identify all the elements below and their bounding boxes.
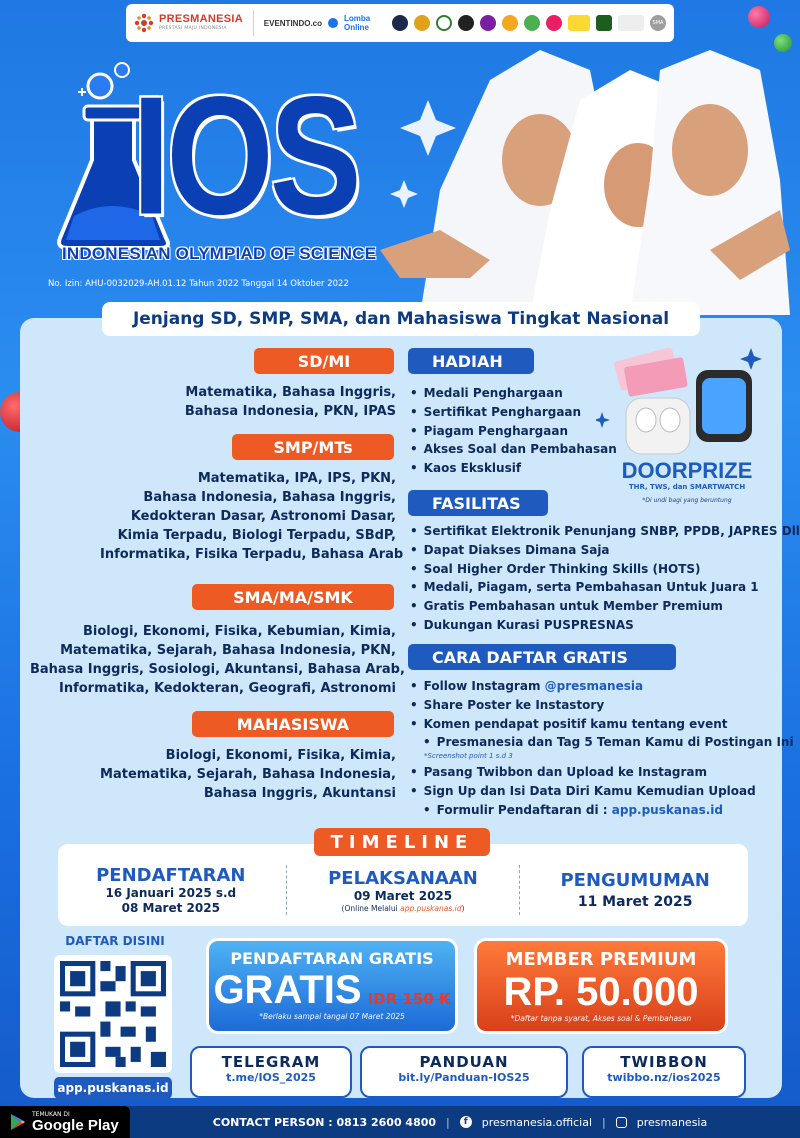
google-play-small: TEMUKAN DI: [32, 1111, 70, 1118]
students-photo: [380, 50, 790, 315]
doorprize-note: *Di undi bagi yang beruntung: [642, 497, 732, 504]
doorprize-graphic: [596, 348, 766, 458]
facility-item: • Soal Higher Order Thinking Skills (HOTS): [410, 560, 780, 579]
partner-logo-icon: [480, 15, 496, 31]
contact-person: CONTACT PERSON : 0813 2600 4800: [212, 1115, 437, 1129]
subject-line: Bahasa Inggris, Sosiologi, Akuntansi, Bahasa Arab,: [30, 662, 405, 677]
guide-link-box[interactable]: [360, 1046, 568, 1098]
google-play-badge[interactable]: [0, 1106, 130, 1138]
timeline-registration-line2: 08 Maret 2025: [121, 900, 220, 915]
subjects-mahasiswa: [80, 746, 396, 803]
step-follow-instagram: [410, 677, 780, 696]
ios-logo-title: IOS: [132, 62, 358, 251]
step-sign-up: • Sign Up dan Isi Data Diri Kamu Kemudian Upload: [410, 782, 780, 801]
facility-item: • Dukungan Kurasi PUSPRESNAS: [410, 616, 780, 635]
instagram-icon: [616, 1117, 627, 1128]
timeline-execution: [293, 868, 513, 913]
category-tag-mahasiswa: MAHASISWA: [192, 711, 394, 737]
lomba-online-icon: [328, 18, 338, 28]
footer-divider: |: [446, 1115, 450, 1129]
qr-code-icon: [60, 961, 166, 1067]
subject-line: Bahasa Inggris, Akuntansi: [203, 786, 396, 801]
prizes-list: [410, 384, 617, 478]
timeline-registration-title: PENDAFTARAN: [96, 864, 246, 886]
twibbon-title: TWIBBON: [620, 1053, 708, 1071]
step-text: Formulir Pendaftaran di :: [436, 802, 608, 817]
free-card-heading: PENDAFTARAN GRATIS: [230, 949, 434, 968]
presmanesia-mark-icon: [134, 13, 154, 33]
screenshot-note: *Screenshot point 1 s.d 3: [424, 752, 513, 760]
register-url-button[interactable]: app.puskanas.id: [54, 1077, 172, 1099]
premium-card-note: *Daftar tanpa syarat, Akses soal & Pembahasan: [510, 1014, 692, 1023]
subject-line: Matematika, IPA, IPS, PKN,: [197, 471, 396, 486]
telegram-title: TELEGRAM: [221, 1053, 321, 1071]
level-banner: Jenjang SD, SMP, SMA, dan Mahasiswa Tingkat Nasional: [102, 302, 700, 336]
instagram-handle-link[interactable]: @presmanesia: [544, 679, 644, 693]
partner-lomba-online: Lomba Online: [344, 14, 371, 32]
guide-title: PANDUAN: [419, 1053, 509, 1071]
google-play-big: Google Play: [32, 1117, 119, 1134]
timeline-separator: [519, 865, 520, 915]
step-text: Presmanesia dan Tag 5 Teman Kamu di Postingan Ini: [436, 735, 794, 750]
subject-line: Kedokteran Dasar, Astronomi Dasar,: [130, 509, 396, 524]
subject-line: Bahasa Indonesia, Bahasa Inggris,: [143, 490, 396, 505]
twibbon-url[interactable]: twibbo.nz/ios2025: [607, 1071, 721, 1084]
free-card-strike-price: IDR 150 K: [367, 989, 451, 1008]
facility-item: • Medali, Piagam, serta Pembahasan Untuk Juara 1: [410, 578, 780, 597]
subject-line: Informatika, Kedokteran, Geografi, Astronomi: [59, 681, 396, 696]
timeline-announcement-line1: 11 Maret 2025: [577, 894, 693, 910]
timeline-execution-title: PELAKSANAAN: [328, 867, 478, 889]
facilities-heading: FASILITAS: [408, 490, 548, 516]
brand-tagline: PRESTASI MAJU INDONESIA: [159, 26, 227, 32]
telegram-link-box[interactable]: [190, 1046, 352, 1098]
ios-logo-subtitle: INDONESIAN OLYMPIAD OF SCIENCE: [62, 244, 377, 263]
timeline-execution-line1: 09 Maret 2025: [353, 888, 453, 903]
prizes-heading: HADIAH: [408, 348, 534, 374]
premium-card-heading: MEMBER PREMIUM: [505, 949, 697, 970]
category-tag-sd: SD/MI: [254, 348, 394, 374]
subject-line: Matematika, Sejarah, Bahasa Indonesia, PKN,: [60, 643, 396, 658]
step-share-poster: • Share Poster ke Instastory: [410, 696, 780, 715]
partner-logo-icon: [414, 15, 430, 31]
premium-card-price: RP. 50.000: [503, 970, 699, 1014]
qr-code[interactable]: [54, 955, 172, 1073]
free-card-note: *Berlaku sampai tangal 07 Maret 2025: [259, 1012, 405, 1021]
google-play-icon: [10, 1113, 26, 1131]
partner-logo-icon: [458, 15, 474, 31]
note-prefix: (Online Melalui: [341, 903, 398, 913]
partner-eventindo: EVENTINDO.co: [263, 18, 322, 28]
subjects-sd: [120, 383, 396, 421]
timeline-execution-note: [293, 904, 513, 913]
telegram-url[interactable]: t.me/IOS_2025: [226, 1071, 316, 1084]
note-link[interactable]: app.puskanas.id: [400, 903, 462, 913]
presmanesia-logo: [134, 13, 243, 33]
free-registration-card[interactable]: [206, 938, 458, 1034]
partner-logo-icon: [596, 15, 612, 31]
timeline-heading: TIMELINE: [314, 828, 490, 856]
step-comment: • Komen pendapat positif kamu tentang event: [410, 715, 780, 734]
timeline-box: [58, 844, 748, 926]
prize-item: • Sertifikat Penghargaan: [410, 403, 610, 422]
free-card-price: GRATIS: [213, 968, 362, 1012]
subject-line: Informatika, Fisika Terpadu, Bahasa Arab: [100, 547, 404, 562]
registration-steps-list: [410, 677, 794, 752]
partner-badge-sma: SMA: [650, 15, 666, 31]
partner-logo-icon: [546, 15, 562, 31]
registration-steps-list-2: [410, 763, 780, 819]
facility-item: • Gratis Pembahasan untuk Member Premium: [410, 597, 780, 616]
step-text: Follow Instagram: [423, 679, 541, 693]
sponsor-bar: [126, 4, 674, 42]
permit-number: No. Izin: AHU-0032029-AH.01.12 Tahun 2022 Tanggal 14 Oktober 2022: [48, 279, 349, 289]
subject-line: Biologi, Ekonomi, Fisika, Kimia,: [165, 748, 396, 763]
subjects-sma: [30, 622, 405, 698]
partner-logo-icon: [392, 15, 408, 31]
footer-divider: |: [602, 1115, 606, 1129]
category-tag-sma: SMA/MA/SMK: [192, 584, 394, 610]
doorprize-items: THR, TWS, dan SMARTWATCH: [628, 483, 746, 491]
facebook-handle[interactable]: presmanesia.official: [481, 1115, 593, 1129]
partner-logo-icon: [502, 15, 518, 31]
twibbon-link-box[interactable]: [582, 1046, 746, 1098]
subject-line: Matematika, Bahasa Inggris,: [185, 385, 396, 400]
free-card-price-row: [209, 968, 455, 1012]
divider: [253, 10, 254, 36]
facility-item: • Sertifikat Elektronik Penunjang SNBP, PPDB, JAPRES Dll: [410, 522, 780, 541]
partner-logo-icon: [568, 15, 590, 31]
step-sign-up-cont: [410, 801, 780, 820]
note-suffix: ): [461, 903, 465, 913]
timeline-announcement: [525, 870, 745, 910]
instagram-handle[interactable]: presmanesia: [636, 1115, 708, 1129]
timeline-separator: [286, 865, 287, 915]
premium-member-card[interactable]: [474, 938, 728, 1034]
subject-line: Biologi, Ekonomi, Fisika, Kebumian, Kimia,: [82, 624, 396, 639]
facebook-icon: f: [460, 1116, 472, 1128]
step-twibbon: • Pasang Twibbon dan Upload ke Instagram: [410, 763, 780, 782]
subjects-smp: [100, 469, 404, 564]
registration-steps-heading: CARA DAFTAR GRATIS: [408, 644, 676, 670]
subject-line: Bahasa Indonesia, PKN, IPAS: [184, 404, 396, 419]
facilities-list: [410, 522, 800, 635]
register-heading: DAFTAR DISINI: [65, 934, 165, 948]
prize-item: • Kaos Eksklusif: [410, 459, 610, 478]
guide-url[interactable]: bit.ly/Panduan-IOS25: [398, 1071, 530, 1084]
timeline-registration: [61, 865, 281, 916]
facility-item: • Dapat Diakses Dimana Saja: [410, 541, 780, 560]
timeline-registration-line1: 16 Januari 2025 s.d: [105, 885, 237, 900]
subject-line: Kimia Terpadu, Biologi Terpadu, SBdP,: [117, 528, 396, 543]
prize-item: • Piagam Penghargaan: [410, 422, 610, 441]
partner-logo-icon: [524, 15, 540, 31]
puskanas-link[interactable]: app.puskanas.id: [611, 802, 723, 817]
doorprize-title: DOORPRIZE: [621, 458, 753, 483]
category-tag-smp: SMP/MTs: [232, 434, 394, 460]
partner-logo-icon: [618, 15, 644, 31]
partner-logo-icon: [436, 15, 452, 31]
prize-item: • Medali Penghargaan: [410, 384, 610, 403]
prize-item: • Akses Soal dan Pembahasan: [410, 440, 610, 459]
brand-name: PRESMANESIA: [159, 13, 243, 26]
timeline-announcement-title: PENGUMUMAN: [560, 870, 710, 891]
subject-line: Matematika, Sejarah, Bahasa Indonesia,: [100, 767, 396, 782]
